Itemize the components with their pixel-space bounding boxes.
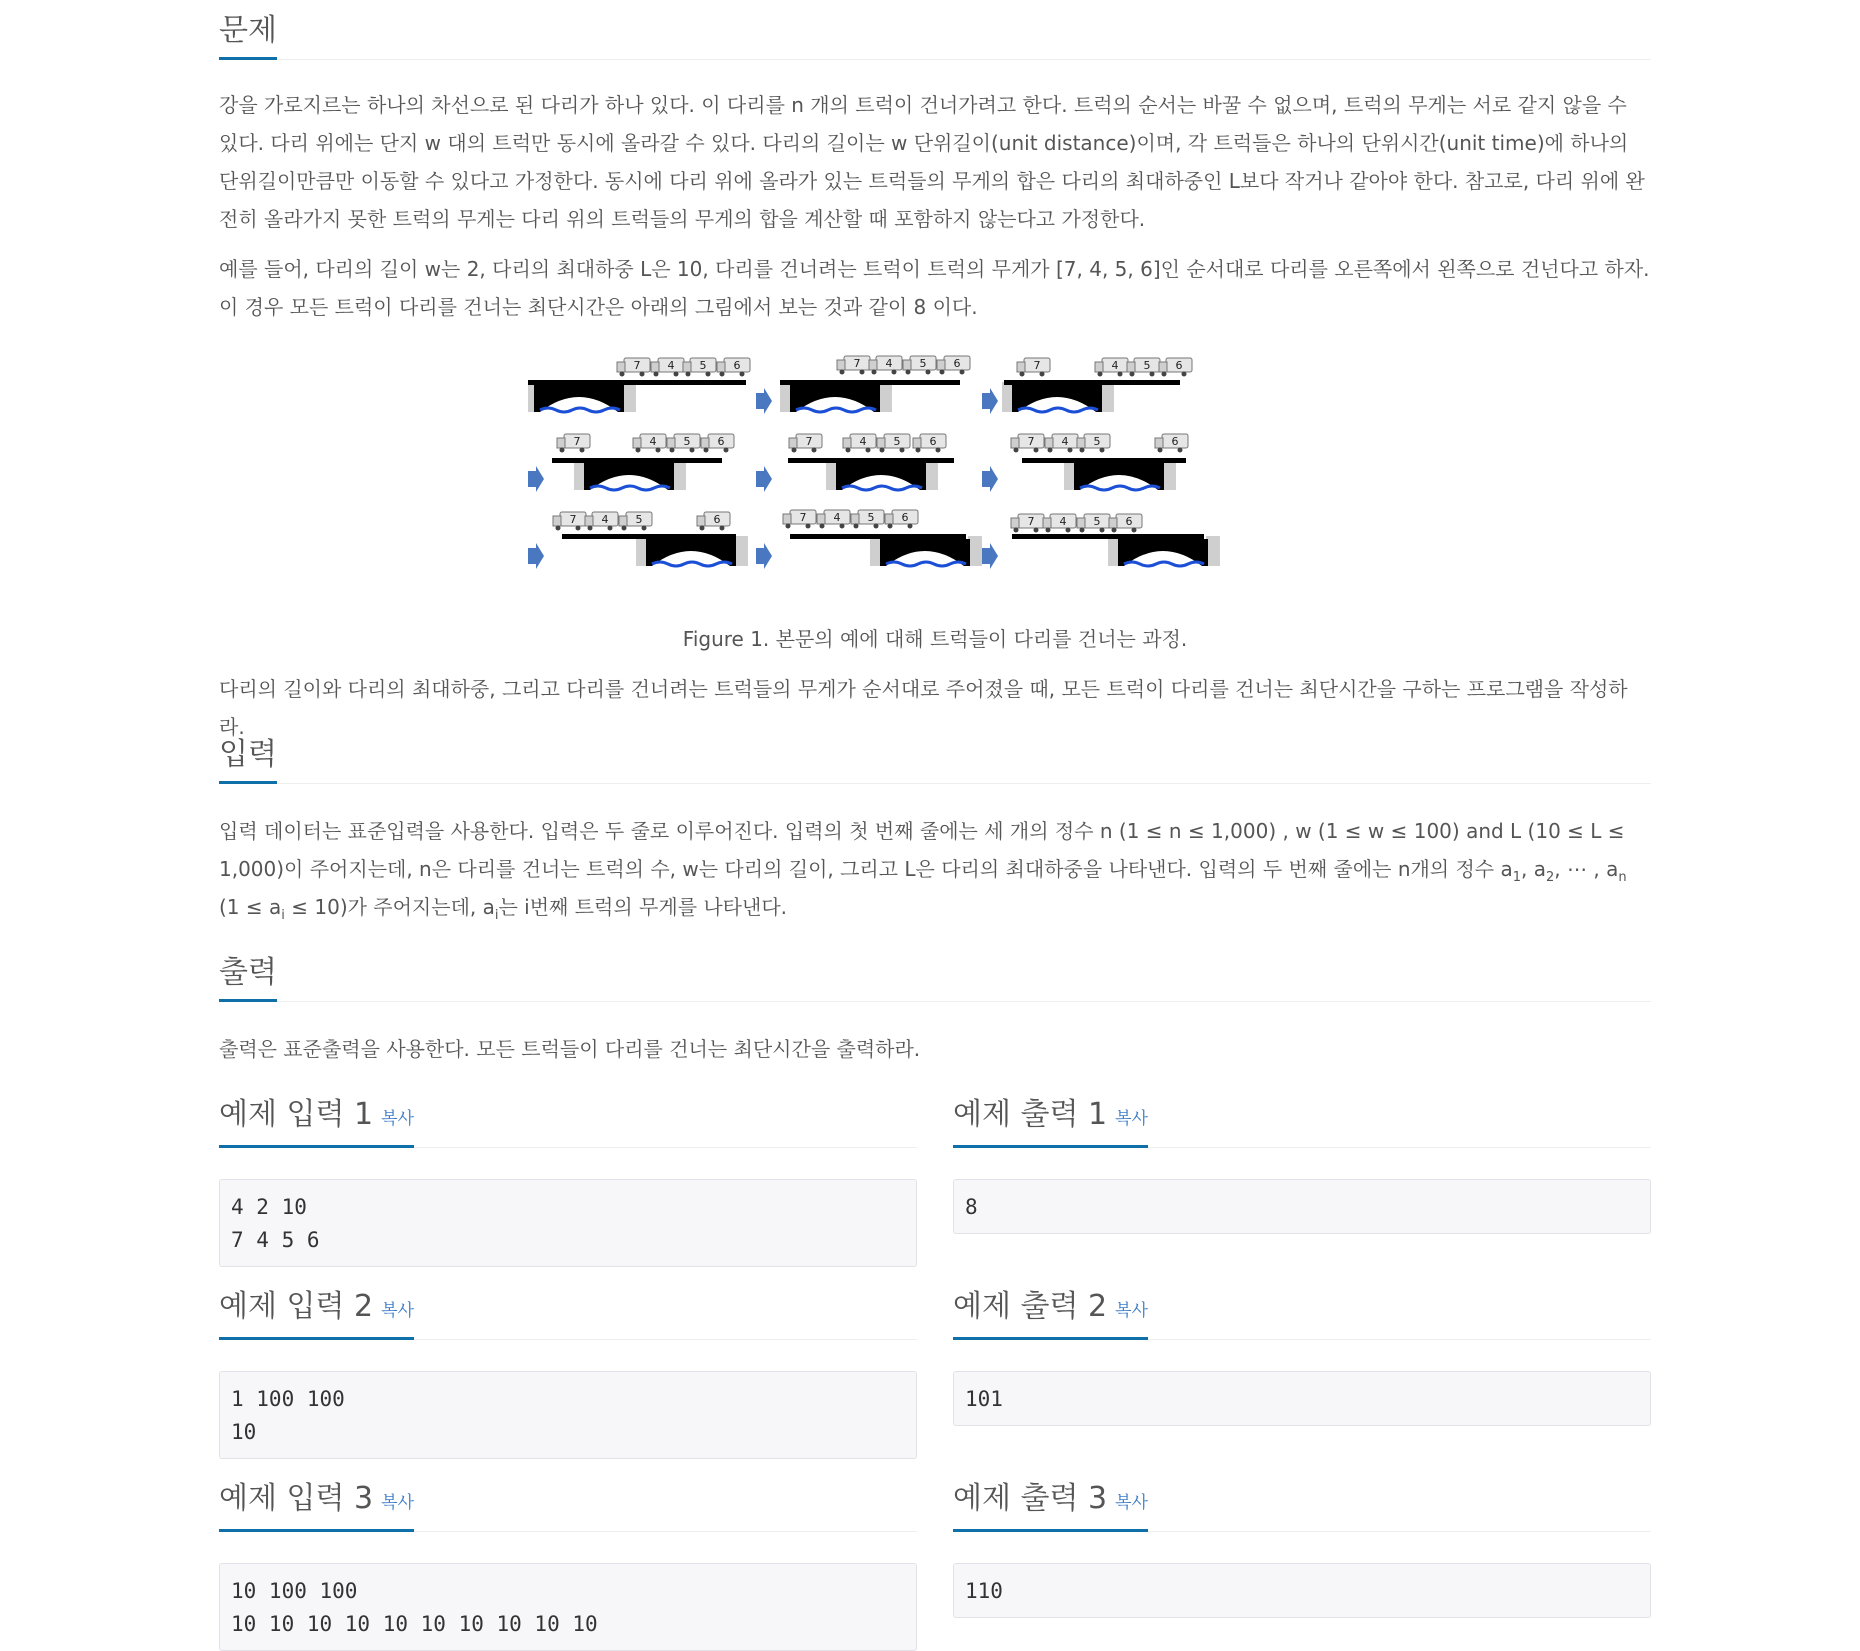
truck-wheel	[1132, 528, 1137, 533]
arrow-icon	[982, 388, 998, 414]
truck-wheel	[860, 370, 865, 375]
truck-wheel	[560, 448, 565, 453]
truck-wheel	[1034, 528, 1039, 533]
truck-wheel	[740, 372, 745, 377]
truck-wheel	[880, 448, 885, 453]
sample-input-2-header	[219, 1276, 917, 1340]
truck-weight-label: 5	[893, 435, 901, 448]
arrow-icon	[528, 543, 544, 569]
truck-cab	[869, 360, 877, 370]
truck-wheel	[640, 372, 645, 377]
bridge-deck	[562, 534, 736, 539]
truck-weight-label: 4	[833, 511, 841, 524]
truck-cab	[851, 514, 859, 524]
truck-weight-label: 4	[1059, 515, 1067, 528]
truck-cab	[1127, 362, 1135, 372]
problem-paragraph-3: 다리의 길이와 다리의 최대하중, 그리고 다리를 건너려는 트럭들의 무게가 순서대로 주어졌을 때, 모든 트럭이 다리를 건너는 최단시간을 구하는 프로그램을 작성하라.	[219, 677, 1628, 739]
truck-wheel	[1034, 448, 1039, 453]
truck-weight-label: 7	[1027, 435, 1035, 448]
sample-output-2[interactable]: 101	[953, 1371, 1651, 1426]
truck-wheel	[1162, 372, 1167, 377]
truck-cab	[817, 514, 825, 524]
truck-weight-label: 7	[569, 513, 577, 526]
truck-weight-label: 5	[1093, 435, 1101, 448]
sample-input-3[interactable]: 10 100 100 10 10 10 10 10 10 10 10 10 10	[219, 1563, 917, 1651]
truck-wheel	[1178, 448, 1183, 453]
truck-cab	[651, 362, 659, 372]
truck-cab	[633, 438, 641, 448]
sample-input-2-block	[219, 1276, 917, 1459]
truck-cab	[1043, 518, 1051, 528]
truck-cab	[683, 362, 691, 372]
input-section-header	[219, 724, 1651, 784]
truck-wheel	[806, 524, 811, 529]
input-title: 입력	[219, 725, 277, 784]
truck-cab	[701, 438, 709, 448]
truck-cab	[877, 438, 885, 448]
truck-cab	[1045, 438, 1053, 448]
truck-wheel	[608, 526, 613, 531]
copy-link[interactable]: 복사	[381, 1109, 414, 1129]
sample-output-3-header	[953, 1468, 1651, 1532]
truck-wheel	[720, 526, 725, 531]
truck-cab	[1011, 518, 1019, 528]
truck-wheel	[1080, 528, 1085, 533]
truck-cab	[1017, 362, 1025, 372]
truck-wheel	[900, 448, 905, 453]
truck-wheel	[686, 372, 691, 377]
truck-cab	[837, 360, 845, 370]
sample-output-1[interactable]: 8	[953, 1179, 1651, 1234]
truck-wheel	[580, 448, 585, 453]
truck-wheel	[908, 524, 913, 529]
truck-wheel	[906, 370, 911, 375]
truck-wheel	[706, 372, 711, 377]
bridge-pier	[734, 536, 748, 566]
truck-weight-label: 5	[635, 513, 643, 526]
input-description: 입력 데이터는 표준입력을 사용한다. 입력은 두 줄로 이루어진다. 입력의 첫 번째 줄에는 세 개의 정수 n (1 ≤ n ≤ 1,000) , w (1 ≤ w ≤ 100) and L (10 ≤ L ≤ 1,000)이 주어지는데, n은 다리를 건너는 트럭의 수, w는 다리의 길이, 그리고 L은 다리의 최대하중을 나타낸다. 입력의 두 번째 줄에는 n개의 정수 $a_1$, $a_2$, ⋯ , $a_n$ $(1 \le a_i \le 10)$가 주어지는데, $a_i$는 i번째 트럭의 무게를 나타낸다.	[219, 819, 1627, 923]
truck-wheel	[1118, 372, 1123, 377]
truck-wheel	[1130, 372, 1135, 377]
truck-cab	[1155, 438, 1163, 448]
problem-section-header	[219, 0, 1651, 60]
truck-weight-label: 5	[683, 435, 691, 448]
bridge-pier	[672, 460, 686, 490]
truck-weight-label: 6	[901, 511, 909, 524]
arrow-icon	[982, 466, 998, 492]
bridge-deck	[790, 534, 966, 539]
sample-input-3-block	[219, 1468, 917, 1651]
truck-wheel	[960, 370, 965, 375]
arrow-icon	[756, 466, 772, 492]
truck-wheel	[704, 448, 709, 453]
copy-link[interactable]: 복사	[1115, 1493, 1148, 1513]
truck-wheel	[792, 448, 797, 453]
arrow-icon	[528, 466, 544, 492]
truck-weight-label: 4	[649, 435, 657, 448]
output-description: 출력은 표준출력을 사용한다. 모든 트럭들이 다리를 건너는 최단시간을 출력하라.	[219, 1037, 921, 1061]
arrow-icon	[982, 543, 998, 569]
truck-wheel	[1068, 448, 1073, 453]
truck-wheel	[846, 448, 851, 453]
truck-wheel	[690, 448, 695, 453]
truck-cab	[1109, 518, 1117, 528]
truck-wheel	[1046, 528, 1051, 533]
bridge-pier	[924, 460, 938, 490]
truck-weight-label: 7	[1033, 359, 1041, 372]
bridge-deck	[1012, 534, 1204, 539]
truck-wheel	[1020, 372, 1025, 377]
truck-weight-label: 5	[1143, 359, 1151, 372]
truck-weight-label: 6	[713, 513, 721, 526]
truck-wheel	[840, 370, 845, 375]
arrow-icon	[756, 543, 772, 569]
truck-cab	[1159, 362, 1167, 372]
truck-wheel	[654, 372, 659, 377]
truck-wheel	[588, 526, 593, 531]
truck-weight-label: 4	[667, 359, 675, 372]
truck-wheel	[1150, 372, 1155, 377]
truck-weight-label: 6	[717, 435, 725, 448]
truck-wheel	[1112, 528, 1117, 533]
truck-weight-label: 7	[805, 435, 813, 448]
truck-wheel	[840, 524, 845, 529]
truck-wheel	[888, 524, 893, 529]
truck-cab	[697, 516, 705, 526]
truck-weight-label: 4	[859, 435, 867, 448]
sample-output-2-title: 예제 출력 2	[953, 1289, 1108, 1324]
truck-wheel	[1158, 448, 1163, 453]
truck-weight-label: 5	[1093, 515, 1101, 528]
bridge-deck	[1022, 458, 1186, 463]
bridge-deck	[552, 458, 722, 463]
truck-cab	[783, 514, 791, 524]
sample-output-3[interactable]: 110	[953, 1563, 1651, 1618]
truck-cab	[553, 516, 561, 526]
truck-weight-label: 7	[853, 357, 861, 370]
truck-cab	[619, 516, 627, 526]
truck-wheel	[786, 524, 791, 529]
truck-cab	[585, 516, 593, 526]
sample-input-2[interactable]: 1 100 100 10	[219, 1371, 917, 1459]
truck-weight-label: 5	[919, 357, 927, 370]
truck-weight-label: 5	[699, 359, 707, 372]
arrow-icon	[756, 388, 772, 414]
truck-weight-label: 6	[1175, 359, 1183, 372]
truck-wheel	[940, 370, 945, 375]
truck-wheel	[1040, 372, 1045, 377]
truck-wheel	[576, 526, 581, 531]
truck-weight-label: 6	[929, 435, 937, 448]
truck-weight-label: 6	[1125, 515, 1133, 528]
truck-wheel	[636, 448, 641, 453]
truck-wheel	[700, 526, 705, 531]
problem-title: 문제	[219, 1, 277, 60]
truck-weight-label: 7	[1027, 515, 1035, 528]
sample-output-3-block	[953, 1468, 1651, 1618]
truck-wheel	[720, 372, 725, 377]
truck-wheel	[1080, 448, 1085, 453]
truck-cab	[885, 514, 893, 524]
truck-wheel	[642, 526, 647, 531]
truck-weight-label: 7	[799, 511, 807, 524]
truck-wheel	[1100, 448, 1105, 453]
truck-wheel	[622, 526, 627, 531]
truck-weight-label: 5	[867, 511, 875, 524]
truck-wheel	[670, 448, 675, 453]
truck-wheel	[674, 372, 679, 377]
truck-cab	[903, 360, 911, 370]
truck-wheel	[926, 370, 931, 375]
truck-wheel	[1014, 528, 1019, 533]
sample-input-1[interactable]: 4 2 10 7 4 5 6	[219, 1179, 917, 1267]
truck-wheel	[1066, 528, 1071, 533]
truck-wheel	[820, 524, 825, 529]
sample-input-2-title: 예제 입력 2	[219, 1289, 374, 1324]
truck-weight-label: 4	[1111, 359, 1119, 372]
truck-wheel	[1014, 448, 1019, 453]
bridge-pier	[1206, 536, 1220, 566]
output-title: 출력	[219, 943, 277, 1002]
bridge-deck	[528, 380, 746, 385]
bridge-pier	[968, 536, 982, 566]
truck-weight-label: 6	[733, 359, 741, 372]
truck-weight-label: 4	[601, 513, 609, 526]
sample-output-1-header	[953, 1084, 1651, 1148]
truck-cab	[1011, 438, 1019, 448]
truck-wheel	[724, 448, 729, 453]
figure-caption: Figure 1. 본문의 예에 대해 트럭들이 다리를 건너는 과정.	[682, 627, 1188, 651]
truck-cab	[1095, 362, 1103, 372]
sample-output-2-block	[953, 1276, 1651, 1426]
sample-input-3-header	[219, 1468, 917, 1532]
truck-wheel	[892, 370, 897, 375]
truck-cab	[937, 360, 945, 370]
truck-wheel	[1182, 372, 1187, 377]
output-section-header	[219, 942, 1651, 1002]
truck-wheel	[854, 524, 859, 529]
truck-cab	[1077, 518, 1085, 528]
sample-input-1-title: 예제 입력 1	[219, 1097, 374, 1132]
truck-wheel	[556, 526, 561, 531]
truck-wheel	[874, 524, 879, 529]
bridge-pier	[1100, 382, 1114, 412]
truck-weight-label: 6	[1171, 435, 1179, 448]
truck-cab	[667, 438, 675, 448]
truck-weight-label: 6	[953, 357, 961, 370]
sample-input-1-header	[219, 1084, 917, 1148]
truck-wheel	[916, 448, 921, 453]
truck-weight-label: 4	[1061, 435, 1069, 448]
truck-wheel	[866, 448, 871, 453]
truck-wheel	[1098, 372, 1103, 377]
sample-output-1-title: 예제 출력 1	[953, 1097, 1108, 1132]
truck-cab	[617, 362, 625, 372]
truck-cab	[843, 438, 851, 448]
truck-weight-label: 4	[885, 357, 893, 370]
truck-wheel	[872, 370, 877, 375]
bridge-figure	[528, 346, 1328, 598]
sample-input-1-block	[219, 1084, 917, 1267]
sample-output-1-block	[953, 1084, 1651, 1234]
truck-cab	[913, 438, 921, 448]
truck-cab	[717, 362, 725, 372]
truck-weight-label: 7	[633, 359, 641, 372]
copy-link[interactable]: 복사	[381, 1301, 414, 1321]
sample-input-3-title: 예제 입력 3	[219, 1481, 374, 1516]
sample-output-3-title: 예제 출력 3	[953, 1481, 1108, 1516]
truck-cab	[557, 438, 565, 448]
truck-wheel	[936, 448, 941, 453]
copy-link[interactable]: 복사	[1115, 1109, 1148, 1129]
bridge-pier	[878, 382, 892, 412]
bridge-pier	[1162, 460, 1176, 490]
truck-cab	[789, 438, 797, 448]
problem-paragraph-2: 예를 들어, 다리의 길이 w는 2, 다리의 최대하중 L은 10, 다리를 건너려는 트럭이 트럭의 무게가 [7, 4, 5, 6]인 순서대로 다리를 오른쪽에서 왼쪽으로 건넌다고 하자. 이 경우 모든 트럭이 다리를 건너는 최단시간은 아래의 그림에서 보는 것과 같이 8 이다.	[219, 257, 1650, 319]
truck-wheel	[620, 372, 625, 377]
copy-link[interactable]: 복사	[381, 1493, 414, 1513]
copy-link[interactable]: 복사	[1115, 1301, 1148, 1321]
problem-paragraph-1: 강을 가로지르는 하나의 차선으로 된 다리가 하나 있다. 이 다리를 n 개의 트럭이 건너가려고 한다. 트럭의 순서는 바꿀 수 없으며, 트럭의 무게는 서로 같지 않을 수 있다. 다리 위에는 단지 w 대의 트럭만 동시에 올라갈 수 있다. 다리의 길이는 w 단위길이(unit distance)이며, 각 트럭들은 하나의 단위시간(unit time)에 하나의 단위길이만큼만 이동할 수 있다고 가정한다. 동시에 다리 위에 올라가 있는 트럭들의 무게의 합은 다리의 최대하중인 L보다 작거나 같아야 한다. 참고로, 다리 위에 완전히 올라가지 못한 트럭의 무게는 다리 위의 트럭들의 무게의 합을 계산할 때 포함하지 않는다고 가정한다.	[219, 93, 1645, 231]
truck-cab	[1077, 438, 1085, 448]
truck-wheel	[1100, 528, 1105, 533]
bridge-deck	[1004, 380, 1180, 385]
bridge-deck	[780, 380, 960, 385]
truck-wheel	[656, 448, 661, 453]
bridge-pier	[622, 382, 636, 412]
sample-output-2-header	[953, 1276, 1651, 1340]
truck-wheel	[1048, 448, 1053, 453]
bridge-deck	[788, 458, 954, 463]
truck-weight-label: 7	[573, 435, 581, 448]
truck-wheel	[812, 448, 817, 453]
